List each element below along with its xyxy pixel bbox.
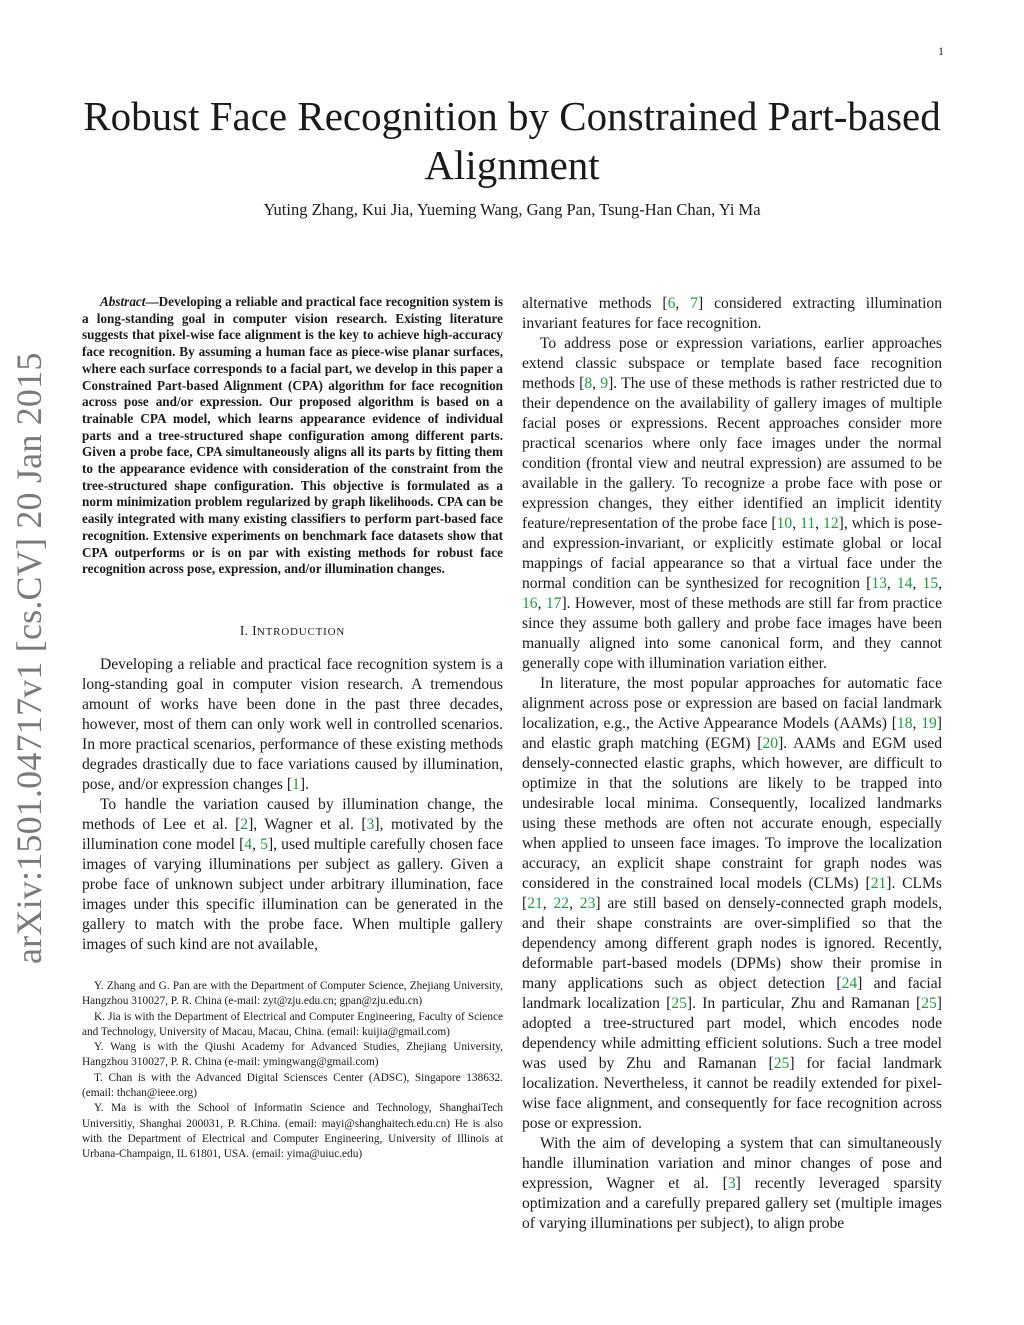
author-list: Yuting Zhang, Kui Jia, Yueming Wang, Gang Pan, Tsung-Han Chan, Yi Ma (263, 200, 761, 219)
footnote-chan: T. Chan is with the Advanced Digital Sciensces Center (ADSC), Singapore 138632. (email: thchan@ieee.org) (82, 1071, 503, 1100)
abstract-text: —Developing a reliable and practical face recognition system is a long-standing goal in computer vision research. Existing literature suggests that pixel-wise face alignment is the key to achieve high-accuracy face recognition. By assuming a human face as piece-wise planar surfaces, where each surface corresponds to a facial part, we develop in this paper a Constrained Part-based Alignment (CPA) algorithm for face recognition across pose and/or expression. Our proposed algorithm is based on a trainable CPA model, which learns appearance evidence of individual parts and a tree-structured shape configuration among different parts. Given a probe face, CPA simultaneously aligns all its parts by fitting them to the appearance evidence with consideration of the constraint from the tree-structured shape configuration. This objective is formulated as a norm minimization problem regularized by graph likelihoods. CPA can be easily integrated with many existing classifiers to perform part-based face recognition. Extensive experiments on benchmark face datasets show that CPA outperforms or is on par with existing methods for robust face recognition across pose, expression, and/or illumination changes. (82, 294, 503, 577)
abstract-label: Abstract (100, 294, 146, 309)
citation-link[interactable]: 11 (800, 515, 816, 532)
text-run: ]. AAMs and EGM used densely-connected elastic graphs, which however, are difficult to optimize in that the solutions are likely to be trapped into undesirable local minima. Consequently, localized landmarks using these methods are often not accurate enough, especially when applied to unseen face images. To improve the localization accuracy, an explicit shape constraint for graph nodes was considered in the constrained local models (CLMs) [ (522, 735, 943, 892)
citation-link[interactable]: 1 (292, 775, 300, 793)
citation-link[interactable]: 14 (896, 575, 913, 592)
citation-link[interactable]: 21 (527, 895, 543, 912)
citation-link[interactable]: 16 (522, 595, 538, 612)
intro-paragraph-2 (82, 795, 503, 955)
text-run: ]. (299, 775, 309, 793)
affiliation-footnotes (82, 979, 503, 1163)
citation-link[interactable]: 25 (773, 1055, 790, 1072)
right-paragraph-1 (522, 294, 942, 334)
right-paragraph-2 (522, 334, 942, 674)
citation-link[interactable]: 15 (922, 575, 939, 592)
text-run: ]. In particular, Zhu and Ramanan [ (686, 995, 922, 1012)
page-number: 1 (938, 44, 944, 58)
text-run: To handle the variation caused by illumination change, the methods of Lee et al. [ (82, 795, 503, 833)
citation-link[interactable]: 2 (240, 815, 249, 833)
footnote-wang: Y. Wang is with the Qiushi Academy for Advanced Studies, Zhejiang University, Hangzhou 310027, P. R. China (e-mail: ymingwang@gmail.com) (82, 1041, 503, 1069)
footnote-zhang-pan: Y. Zhang and G. Pan are with the Department of Computer Science, Zhejiang University, Hangzhou 310027, P. R. China (e-mail: zyt@zju.edu.cn; gpan@zju.edu.cn) (82, 979, 503, 1008)
left-column (82, 294, 503, 1163)
text-run: ] for facial landmark localization. Nevertheless, it cannot be readily extended for pixel-wise face alignment, and consequently for face recognition across pose or expression. (522, 1055, 942, 1132)
text-run: , (537, 595, 546, 612)
footnote-jia: K. Jia is with the Department of Electrical and Computer Engineering, Faculty of Science and Technology, University of Macau, Macau, China. (email: kuijia@gmail.com) (82, 1010, 503, 1038)
citation-link[interactable]: 12 (823, 515, 839, 532)
citation-link[interactable]: 18 (896, 715, 913, 732)
section-heading-introduction (82, 623, 503, 639)
text-run: , (815, 515, 824, 532)
abstract (82, 294, 503, 578)
text-run: ]. However, most of these methods are still far from practice since they assume both gallery and probe face images have been manually aligned into some canonical form, and they cannot generally cope with illumination variation either. (522, 595, 943, 672)
right-paragraph-4 (522, 1134, 942, 1234)
citation-link[interactable]: 3 (727, 1175, 736, 1192)
right-column (522, 294, 942, 1234)
citation-link[interactable]: 25 (671, 995, 687, 1012)
citation-link[interactable]: 22 (553, 895, 570, 912)
section-number: I. (239, 622, 249, 638)
text-run: ]. CLMs [ (522, 875, 942, 912)
citation-link[interactable]: 25 (921, 995, 937, 1012)
citation-link[interactable]: 13 (871, 575, 887, 592)
footnote-ma: Y. Ma is with the School of Informatin Science and Technology, ShanghaiTech Universitiy, Shanghai 200031, P. R.China. (email: mayi@shanghaitech.edu.cn) He is also with the Department of Electrical and Computer Engineering, University of Illinois at Urbana-Champaign, IL 61801, USA. (email: yima@uiuc.edu) (82, 1102, 503, 1161)
text-run: In literature, the most popular approaches for automatic face alignment across pose or expression are based on facial landmark localization, e.g., the Active Appearance Models (AAMs) [ (522, 675, 942, 732)
citation-link[interactable]: 21 (870, 875, 887, 892)
citation-link[interactable]: 5 (260, 835, 268, 853)
right-paragraph-3 (522, 674, 942, 1134)
section-title-initial: I (252, 622, 257, 638)
text-run: , (592, 375, 601, 392)
paper-title: Robust Face Recognition by Constrained Part-based Alignment (83, 93, 941, 188)
text-run: , (542, 895, 554, 912)
text-run: ], Wagner et al. [ (248, 815, 367, 833)
text-run: ] and facial landmark localization [ (522, 975, 942, 1012)
citation-link[interactable]: 19 (921, 715, 937, 732)
text-run: ] and elastic graph matching (EGM) [ (522, 715, 942, 752)
citation-link[interactable]: 3 (366, 815, 375, 833)
citation-link[interactable]: 7 (690, 295, 699, 312)
text-run: ] considered extracting illumination invariant features for face recognition. (522, 295, 943, 332)
citation-link[interactable]: 10 (776, 515, 793, 532)
section-title-rest: NTRODUCTION (256, 625, 346, 638)
citation-link[interactable]: 23 (579, 895, 596, 912)
citation-link[interactable]: 20 (762, 735, 779, 752)
text-run: ]. The use of these methods is rather restricted due to their dependence on the availability of gallery images of multiple facial poses or expressions. Recent approaches consider more practical scenarios where only face images under the normal condition (frontal view and neutral expression) are assumed to be available in the gallery. To recognize a probe face with pose or expression changes, they either identified an implicit identity feature/representation of the probe face [ (522, 375, 942, 532)
citation-link[interactable]: 4 (244, 835, 253, 853)
text-run: ], which is pose- and expression-invariant, or explicitly estimate global or local mappings of facial appearance so that a virtual face under the normal condition can be synthesized for recognition [ (522, 515, 943, 592)
text-run: ] adopted a tree-structured part model, which encodes node dependency while admitting efficient solutions. Such a tree model was used by Zhu and Ramanan [ (522, 995, 942, 1072)
text-run: , (792, 515, 801, 532)
text-run: , (569, 895, 580, 912)
text-run: ] recently leveraged sparsity optimization and a carefully prepared gallery set (multiple images of varying illuminations per subject), to align probe (522, 1175, 942, 1232)
text-run: ], motivated by the illumination cone model [ (82, 815, 503, 853)
text-run: alternative methods [ (522, 295, 668, 312)
text-run: ], used multiple carefully chosen face images of varying illuminations per subject as gallery. Given a probe face of unknown subject under arbitrary illumination, face images under this specific illumination can be generated in the gallery to match with the probe face. When multiple gallery images of such kind are not available, (82, 835, 503, 953)
text-run: ] are still based on densely-connected graph models, and their shape constraints are over-simplified so that the dependency among different graph nodes is ignored. Recently, deformable part-based models (DPMs) show their promise in many applications such as object detection [ (522, 895, 943, 992)
text-run: , (886, 575, 897, 592)
citation-link[interactable]: 6 (667, 295, 676, 312)
citation-link[interactable]: 8 (584, 375, 593, 392)
text-run: To address pose or expression variations, earlier approaches extend classic subspace or template based face recognition methods [ (522, 335, 942, 392)
text-run: , (675, 295, 691, 312)
citation-link[interactable]: 24 (841, 975, 858, 992)
arxiv-identifier[interactable]: arXiv:1501.04717v1 [cs.CV] 20 Jan 2015 (9, 352, 49, 964)
citation-link[interactable]: 9 (600, 375, 609, 392)
text-run: Developing a reliable and practical face recognition system is a long-standing goal in computer vision research. A tremendous amount of works have been done in the past three decades, however, most of them can only work well in controlled scenarios. In more practical scenarios, performance of these existing methods degrades drastically due to face variations caused by illumination, pose, and/or expression changes [ (82, 655, 503, 793)
text-run: , (252, 835, 261, 853)
text-run: , (938, 575, 943, 592)
text-run: , (912, 715, 922, 732)
citation-link[interactable]: 17 (545, 595, 562, 612)
text-run: With the aim of developing a system that can simultaneously handle illumination variation and minor changes of pose and expression, Wagner et al. [ (522, 1135, 942, 1192)
text-run: , (912, 575, 923, 592)
intro-paragraph-1 (82, 655, 503, 795)
